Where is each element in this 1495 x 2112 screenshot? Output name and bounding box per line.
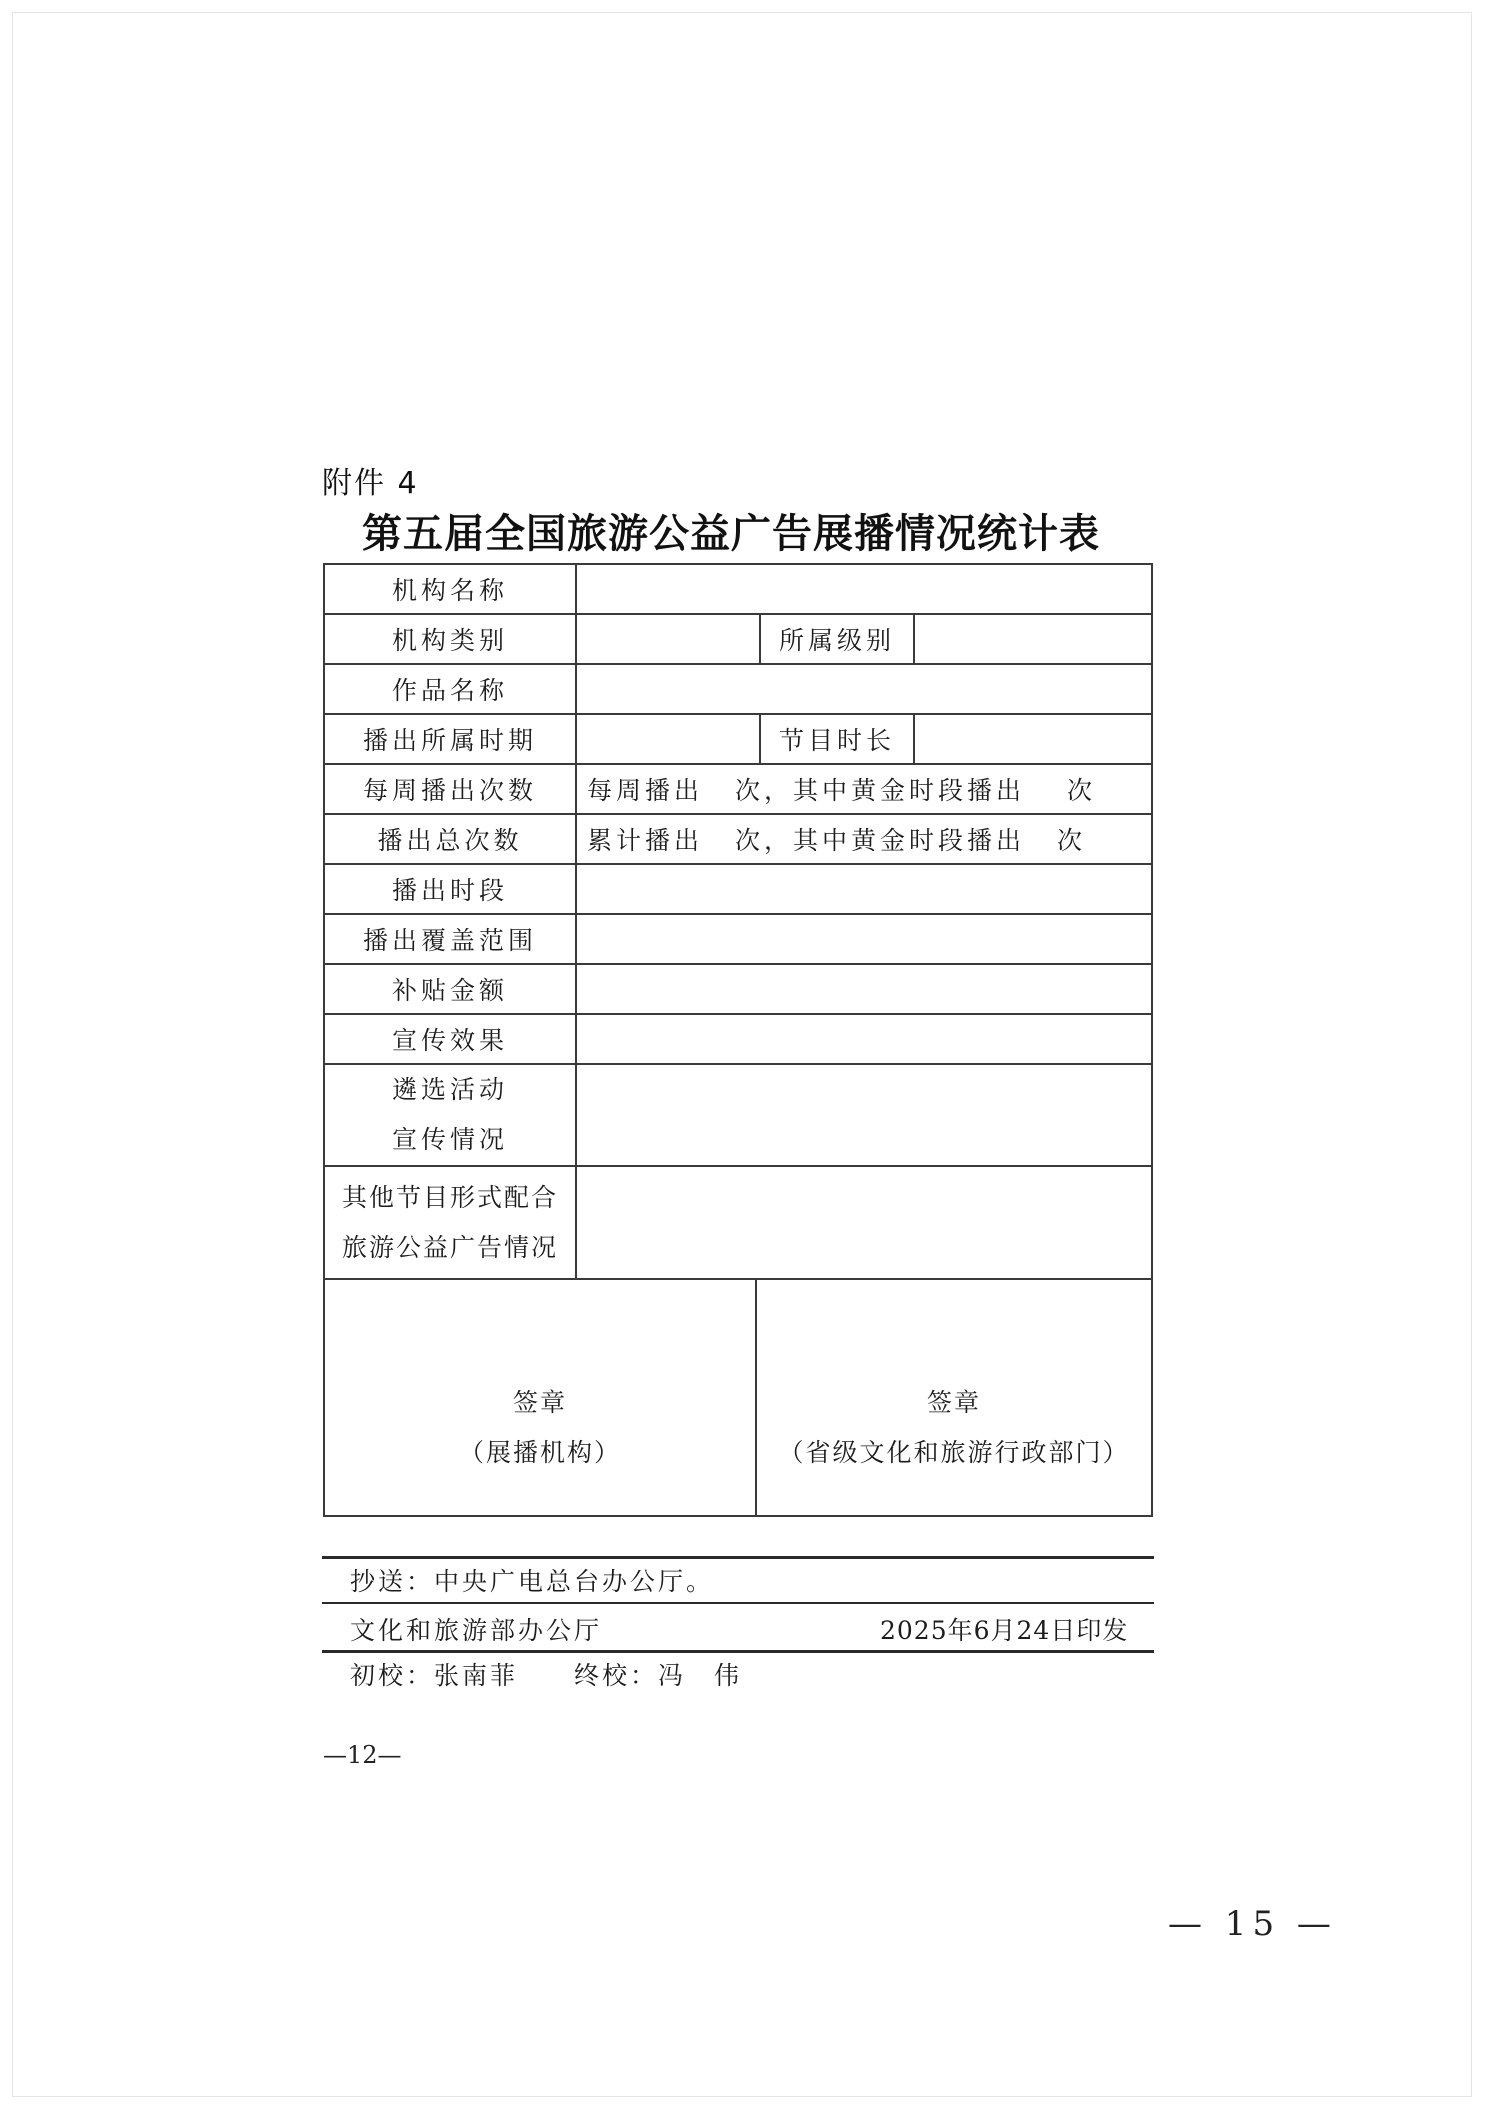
label-other-line2: 旅游公益广告情况 (341, 1232, 558, 1262)
row-subsidy (324, 964, 1152, 1014)
issue-date: 2025年6月24日印发 (880, 1616, 1129, 1645)
label-time-slot: 播出时段 (324, 864, 576, 914)
footer-rule-middle (322, 1602, 1154, 1604)
issuer: 文化和旅游部办公厅 (350, 1616, 603, 1645)
total-text-c: 次 (1057, 826, 1087, 855)
field-other-programs[interactable] (576, 1166, 1152, 1279)
label-other-programs (324, 1166, 576, 1279)
row-effect (324, 1014, 1152, 1064)
field-program-length[interactable] (914, 714, 1152, 764)
row-other-programs (324, 1166, 1152, 1279)
label-broadcast-period: 播出所属时期 (324, 714, 576, 764)
row-time-slot (324, 864, 1152, 914)
field-weekly-count[interactable] (576, 764, 1152, 814)
field-org-type[interactable] (576, 614, 760, 664)
label-total-count: 播出总次数 (324, 814, 576, 864)
label-other-line1: 其他节目形式配合 (341, 1182, 558, 1212)
label-org-name: 机构名称 (324, 564, 576, 614)
row-coverage (324, 914, 1152, 964)
label-selection-line1: 遴选活动 (391, 1075, 508, 1104)
field-time-slot[interactable] (576, 864, 1152, 914)
statistics-form-table (323, 563, 1153, 1517)
label-coverage: 播出覆盖范围 (324, 914, 576, 964)
seal-right-org: （省级文化和旅游行政部门） (778, 1437, 1130, 1467)
label-weekly-count: 每周播出次数 (324, 764, 576, 814)
page-number: — 15 — (1168, 1904, 1337, 1944)
row-broadcast-period (324, 714, 1152, 764)
weekly-text-c: 次 (1067, 776, 1097, 805)
cc-line: 抄送：中央广电总台办公厅。 (350, 1567, 715, 1596)
label-subsidy: 补贴金额 (324, 964, 576, 1014)
row-work-name (324, 664, 1152, 714)
label-work-name: 作品名称 (324, 664, 576, 714)
row-selection (324, 1064, 1152, 1166)
row-org-name (324, 564, 1152, 614)
row-weekly-count (324, 764, 1152, 814)
label-org-type: 机构类别 (324, 614, 576, 664)
footer-rule-top (322, 1556, 1154, 1559)
total-text-b: 次，其中黄金时段播出 (735, 826, 1026, 855)
weekly-text-a: 每周播出 (587, 776, 704, 805)
field-coverage[interactable] (576, 914, 1152, 964)
field-total-count[interactable] (576, 814, 1152, 864)
label-program-length: 节目时长 (760, 714, 914, 764)
field-effect[interactable] (576, 1014, 1152, 1064)
seal-right-label: 签章 (926, 1387, 981, 1417)
label-selection-line2: 宣传情况 (391, 1125, 508, 1154)
row-total-count (324, 814, 1152, 864)
field-broadcast-period[interactable] (576, 714, 760, 764)
seal-box-broadcaster[interactable] (324, 1279, 756, 1516)
label-effect: 宣传效果 (324, 1014, 576, 1064)
field-org-name[interactable] (576, 564, 1152, 614)
seal-left-label: 签章 (512, 1387, 567, 1417)
total-text-a: 累计播出 (587, 826, 704, 855)
row-org-type (324, 614, 1152, 664)
field-level[interactable] (914, 614, 1152, 664)
field-work-name[interactable] (576, 664, 1152, 714)
attachment-label: 附件 4 (322, 466, 419, 501)
field-selection[interactable] (576, 1064, 1152, 1166)
row-signatures (324, 1279, 1152, 1516)
form-title: 第五届全国旅游公益广告展播情况统计表 (362, 511, 1100, 557)
label-selection (324, 1064, 576, 1166)
seal-box-provincial-dept[interactable] (756, 1279, 1152, 1516)
weekly-text-b: 次，其中黄金时段播出 (735, 776, 1026, 805)
proof-line: 初校：张南菲 终校：冯 伟 (350, 1661, 743, 1690)
inner-page-number: —12— (323, 1741, 402, 1769)
field-subsidy[interactable] (576, 964, 1152, 1014)
seal-left-org: （展播机构） (458, 1437, 621, 1467)
label-level: 所属级别 (760, 614, 914, 664)
footer-rule-bottom (322, 1650, 1154, 1653)
